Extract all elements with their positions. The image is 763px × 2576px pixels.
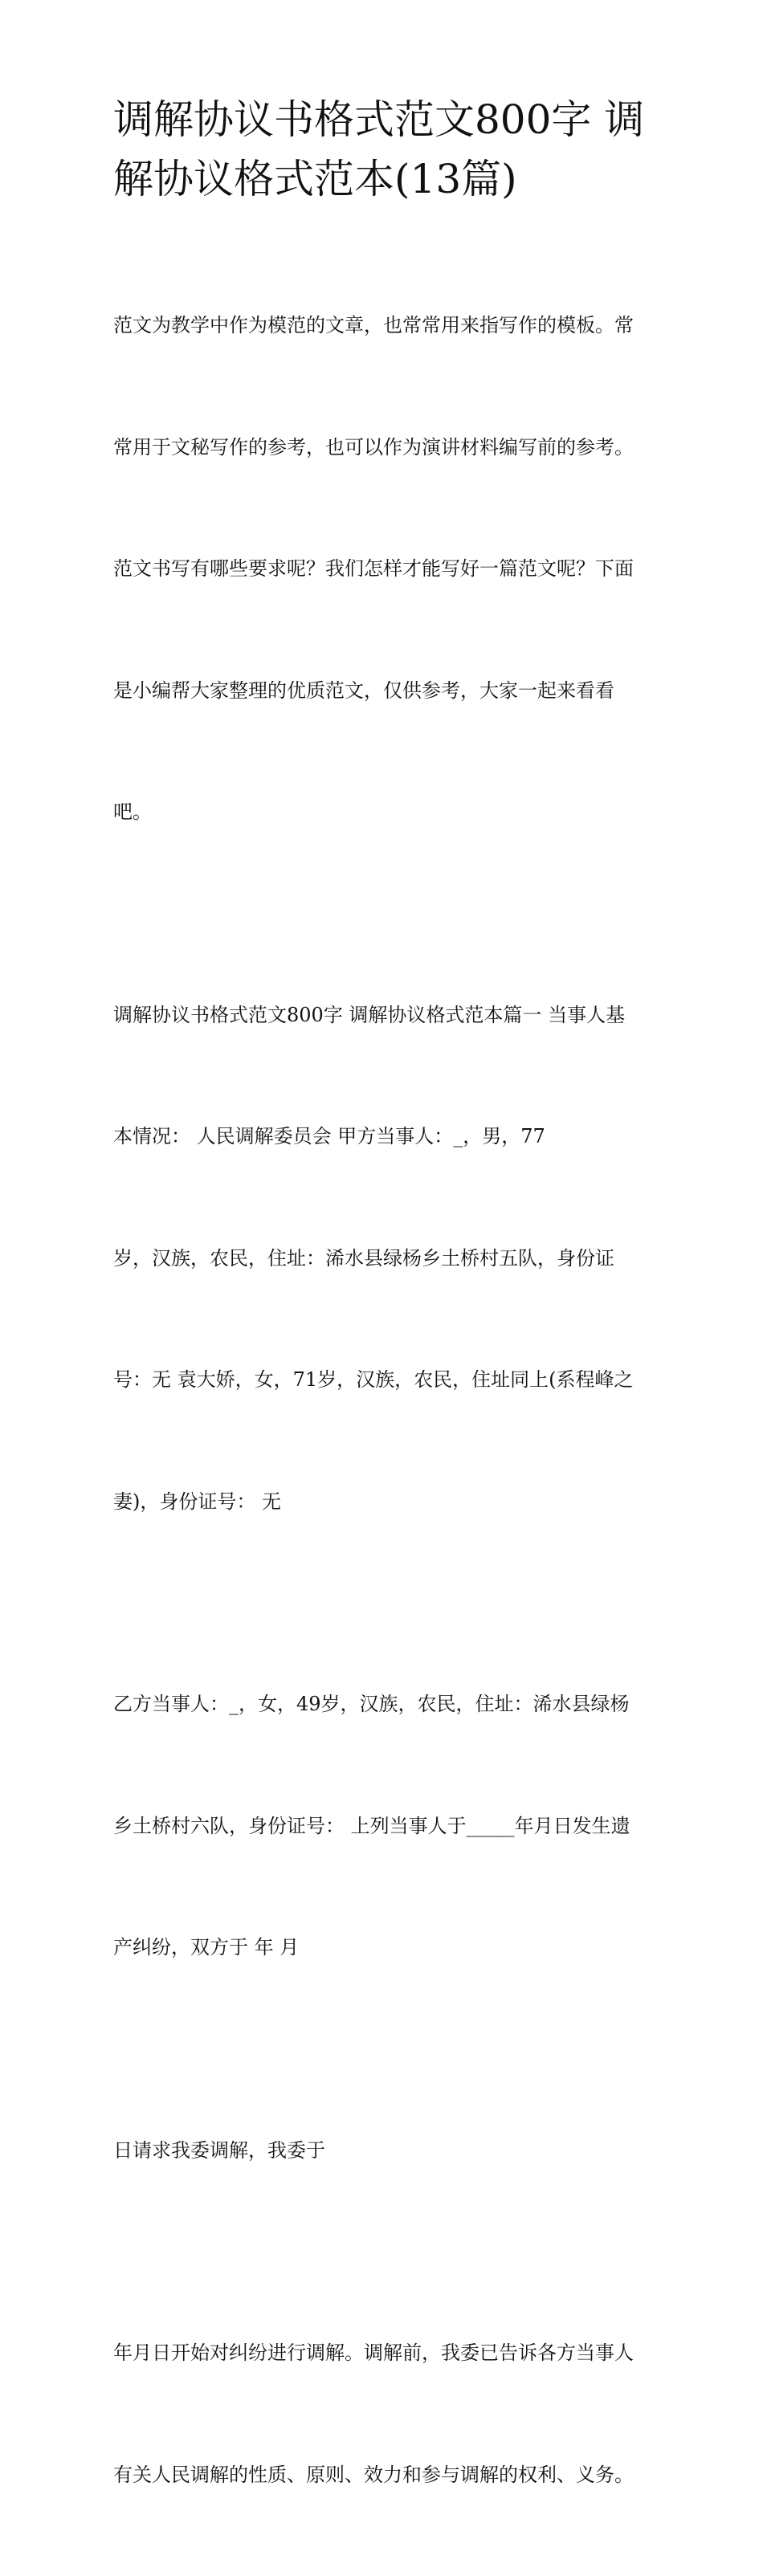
paragraph-party-a	[113, 914, 667, 1604]
text-line: 调解协议书格式范文800字 调解协议格式范本篇一 当事人基	[113, 1003, 626, 1026]
paragraph-intro	[113, 224, 667, 914]
title-line: 调解协议书格式范文800字 调	[113, 96, 645, 143]
text-line: 本情况： 人民调解委员会 甲方当事人：_，男，77	[113, 1125, 545, 1147]
text-line: 吧。	[113, 801, 152, 823]
document-body	[113, 224, 667, 2576]
title-line: 解协议格式范本(13篇)	[113, 156, 517, 202]
text-line: 日请求我委调解，我委于	[113, 2138, 325, 2162]
text-line: 有关人民调解的性质、原则、效力和参与调解的权利、义务。	[113, 2463, 634, 2486]
text-line: 岁，汉族，农民，住址：浠水县绿杨乡土桥村五队，身份证	[113, 1246, 614, 1270]
document-title	[113, 90, 675, 209]
text-line: 乙方当事人：_，女，49岁，汉族，农民，住址：浠水县绿杨	[113, 1693, 630, 1715]
paragraph-mediation	[113, 2252, 667, 2576]
text-line: 妻)，身份证号： 无	[113, 1490, 281, 1513]
text-line: 常用于文秘写作的参考，也可以作为演讲材料编写前的参考。	[113, 435, 634, 459]
text-line: 号：无 袁大娇，女，71岁，汉族，农民，住址同上(系程峰之	[113, 1368, 634, 1391]
text-line: 产纠纷，双方于 年 月	[113, 1936, 300, 1958]
paragraph-request	[113, 2049, 667, 2252]
text-line: 年月日开始对纠纷进行调解。调解前，我委已告诉各方当事人	[113, 2342, 634, 2364]
text-line: 乡土桥村六队，身份证号： 上列当事人于_____年月日发生遗	[113, 1814, 630, 1837]
text-line: 是小编帮大家整理的优质范文，仅供参考，大家一起来看看	[113, 679, 614, 702]
paragraph-party-b	[113, 1603, 667, 2049]
text-line: 范文为教学中作为模范的文章，也常常用来指写作的模板。常	[113, 314, 634, 336]
text-line: 范文书写有哪些要求呢？我们怎样才能写好一篇范文呢？下面	[113, 557, 634, 580]
